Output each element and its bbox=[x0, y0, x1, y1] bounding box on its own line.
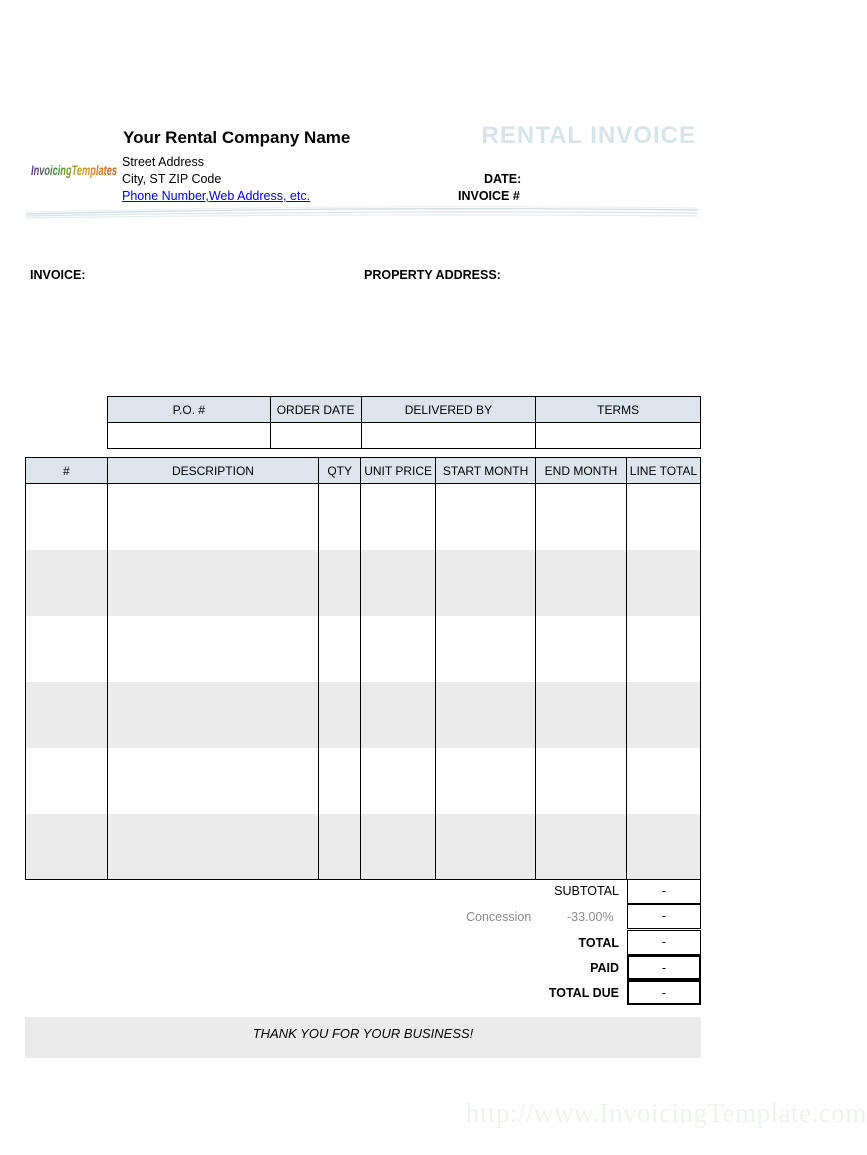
total-label: TOTAL bbox=[578, 936, 619, 950]
item-cell[interactable] bbox=[626, 484, 700, 550]
thanks-message: THANK YOU FOR YOUR BUSINESS! bbox=[252, 1026, 474, 1041]
item-cell[interactable] bbox=[26, 484, 108, 550]
qty-header: QTY bbox=[319, 458, 361, 484]
property-address-label: PROPERTY ADDRESS: bbox=[364, 268, 501, 282]
city-state-zip: City, ST ZIP Code bbox=[122, 172, 222, 186]
item-cell[interactable] bbox=[436, 550, 536, 616]
item-cell[interactable] bbox=[626, 550, 700, 616]
company-logo bbox=[30, 150, 120, 190]
item-cell[interactable] bbox=[626, 682, 700, 748]
total-value[interactable]: - bbox=[627, 930, 701, 955]
item-cell[interactable] bbox=[26, 550, 108, 616]
header-divider bbox=[26, 204, 698, 220]
company-name: Your Rental Company Name bbox=[123, 128, 351, 147]
item-cell[interactable] bbox=[319, 616, 361, 682]
svg-text:InvoicingTemplates: InvoicingTemplates bbox=[31, 162, 118, 178]
item-cell[interactable] bbox=[536, 484, 627, 550]
item-cell[interactable] bbox=[107, 748, 319, 814]
table-row bbox=[26, 616, 701, 682]
order-date-cell[interactable] bbox=[270, 423, 361, 449]
item-cell[interactable] bbox=[436, 682, 536, 748]
end-month-header: END MONTH bbox=[536, 458, 627, 484]
concession-rate[interactable]: -33.00% bbox=[567, 910, 614, 924]
item-cell[interactable] bbox=[319, 748, 361, 814]
order-date-header: ORDER DATE bbox=[270, 397, 361, 423]
concession-value[interactable]: - bbox=[627, 904, 701, 929]
invoice-number-label: INVOICE # bbox=[458, 189, 520, 203]
subtotal-value[interactable]: - bbox=[627, 879, 701, 904]
item-cell[interactable] bbox=[536, 616, 627, 682]
item-cell[interactable] bbox=[319, 550, 361, 616]
item-cell[interactable] bbox=[319, 682, 361, 748]
item-cell[interactable] bbox=[436, 616, 536, 682]
paid-value[interactable]: - bbox=[627, 955, 701, 980]
unit-price-header: UNIT PRICE bbox=[361, 458, 436, 484]
delivered-by-cell[interactable] bbox=[361, 423, 536, 449]
table-row bbox=[26, 748, 701, 814]
item-cell[interactable] bbox=[361, 484, 436, 550]
item-cell[interactable] bbox=[536, 748, 627, 814]
item-cell[interactable] bbox=[436, 814, 536, 880]
table-row bbox=[26, 550, 701, 616]
item-cell[interactable] bbox=[536, 682, 627, 748]
item-cell[interactable] bbox=[107, 616, 319, 682]
item-cell[interactable] bbox=[107, 550, 319, 616]
item-cell[interactable] bbox=[107, 682, 319, 748]
subtotal-label: SUBTOTAL bbox=[554, 884, 619, 898]
item-cell[interactable] bbox=[536, 814, 627, 880]
terms-cell[interactable] bbox=[536, 423, 701, 449]
contact-link[interactable]: Phone Number,Web Address, etc. bbox=[122, 189, 311, 203]
item-cell[interactable] bbox=[107, 814, 319, 880]
line-items-table bbox=[25, 457, 701, 880]
item-cell[interactable] bbox=[626, 616, 700, 682]
date-label: DATE: bbox=[484, 172, 522, 186]
item-cell[interactable] bbox=[536, 550, 627, 616]
item-cell[interactable] bbox=[361, 616, 436, 682]
item-cell[interactable] bbox=[626, 814, 700, 880]
delivered-by-header: DELIVERED BY bbox=[361, 397, 536, 423]
street-address: Street Address bbox=[122, 155, 204, 169]
table-row bbox=[26, 484, 701, 550]
table-row bbox=[26, 682, 701, 748]
item-cell[interactable] bbox=[436, 484, 536, 550]
description-header: DESCRIPTION bbox=[107, 458, 319, 484]
item-cell[interactable] bbox=[26, 682, 108, 748]
item-cell[interactable] bbox=[361, 748, 436, 814]
item-cell[interactable] bbox=[361, 682, 436, 748]
po-number-cell[interactable] bbox=[108, 423, 271, 449]
watermark: http://www.InvoicingTemplate.com bbox=[466, 1098, 867, 1128]
line-total-header: LINE TOTAL bbox=[626, 458, 700, 484]
table-row bbox=[26, 814, 701, 880]
item-cell[interactable] bbox=[361, 814, 436, 880]
start-month-header: START MONTH bbox=[436, 458, 536, 484]
po-number-header: P.O. # bbox=[108, 397, 271, 423]
total-due-label: TOTAL DUE bbox=[548, 986, 619, 1000]
item-cell[interactable] bbox=[26, 814, 108, 880]
item-cell[interactable] bbox=[319, 484, 361, 550]
paid-label: PAID bbox=[590, 961, 619, 975]
total-due-value[interactable]: - bbox=[627, 980, 701, 1005]
invoice-title: RENTAL INVOICE bbox=[481, 122, 696, 149]
concession-label: Concession bbox=[466, 910, 532, 924]
item-cell[interactable] bbox=[26, 748, 108, 814]
bill-to-label: INVOICE: bbox=[30, 268, 86, 282]
item-cell[interactable] bbox=[107, 484, 319, 550]
item-cell[interactable] bbox=[361, 550, 436, 616]
order-info-table bbox=[107, 396, 701, 449]
item-cell[interactable] bbox=[26, 616, 108, 682]
item-cell[interactable] bbox=[319, 814, 361, 880]
item-number-header: # bbox=[26, 458, 108, 484]
terms-header: TERMS bbox=[536, 397, 701, 423]
item-cell[interactable] bbox=[626, 748, 700, 814]
item-cell[interactable] bbox=[436, 748, 536, 814]
